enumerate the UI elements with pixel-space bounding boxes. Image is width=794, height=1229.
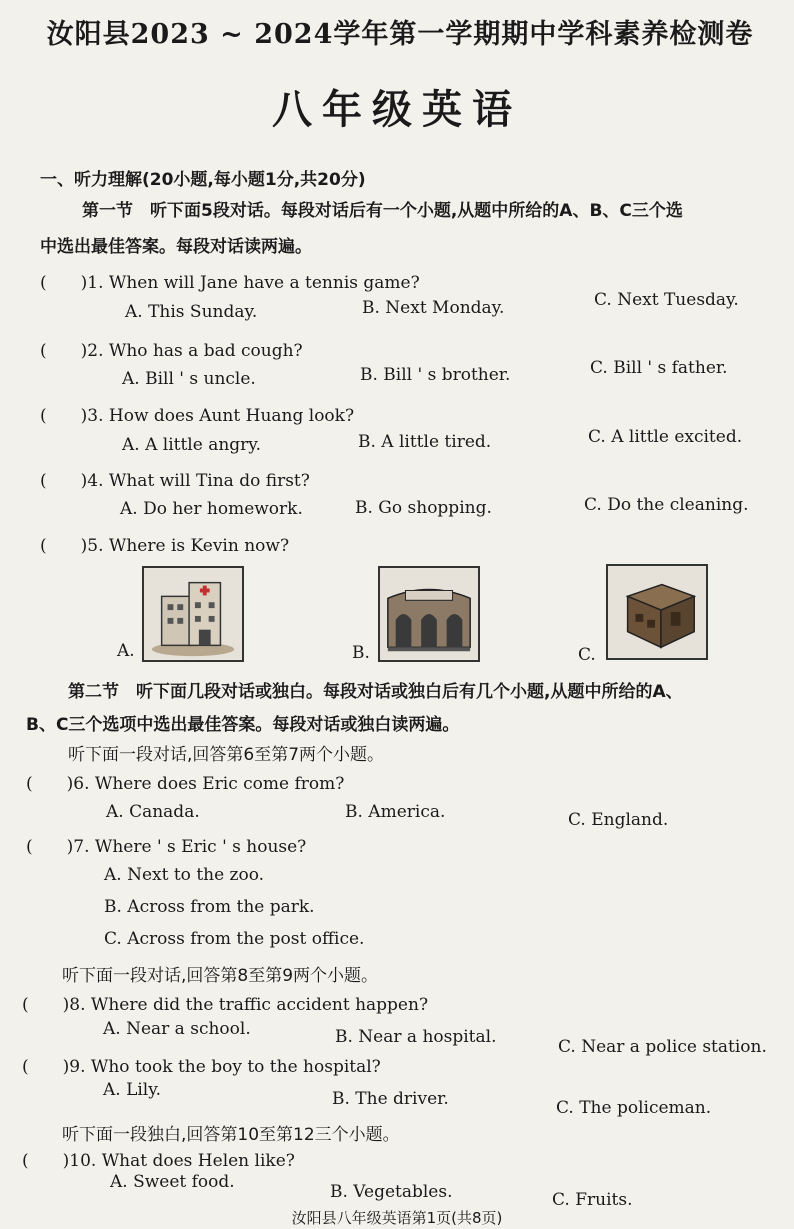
q9-option-c: C. The policeman. (556, 1098, 712, 1118)
question-5: ( )5. Where is Kevin now? (40, 536, 290, 556)
listening-note-6-7: 听下面一段对话,回答第6至第7两个小题。 (68, 745, 385, 765)
q2-option-c: C. Bill ' s father. (590, 358, 728, 378)
q3-option-a: A. A little angry. (122, 435, 262, 455)
q6-option-b: B. America. (345, 802, 446, 822)
question-10: ( )10. What does Helen like? (22, 1151, 295, 1171)
question-7: ( )7. Where ' s Eric ' s house? (26, 837, 307, 857)
q9-option-b: B. The driver. (332, 1089, 449, 1109)
question-1: ( )1. When will Jane have a tennis game? (40, 273, 420, 293)
question-4: ( )4. What will Tina do first? (40, 471, 310, 491)
section2-instruction-cont: B、C三个选项中选出最佳答案。每段对话或独白读两遍。 (26, 715, 460, 735)
q10-option-c: C. Fruits. (552, 1190, 633, 1210)
question-8: ( )8. Where did the traffic accident happen? (22, 995, 429, 1015)
q2-option-a: A. Bill ' s uncle. (122, 369, 256, 389)
part-heading: 一、听力理解(20小题,每小题1分,共20分) (40, 170, 366, 190)
q2-option-b: B. Bill ' s brother. (360, 365, 511, 385)
section2-instruction: 第二节 听下面几段对话或独白。每段对话或独白后有几个小题,从题中所给的A、 (68, 682, 683, 702)
q3-option-b: B. A little tired. (358, 432, 492, 452)
q10-option-b: B. Vegetables. (330, 1182, 453, 1202)
question-9: ( )9. Who took the boy to the hospital? (22, 1057, 381, 1077)
q8-option-b: B. Near a hospital. (335, 1027, 497, 1047)
exam-title: 汝阳县2023 ~ 2024学年第一学期期中学科素养检测卷 (46, 19, 754, 50)
section1-instruction-cont: 中选出最佳答案。每段对话读两遍。 (40, 237, 312, 257)
q5-option-c-label: C. (578, 645, 596, 665)
subject-title: 八年级英语 (272, 86, 522, 133)
page-footer: 汝阳县八年级英语第1页(共8页) (291, 1209, 503, 1227)
q1-option-c: C. Next Tuesday. (594, 290, 739, 310)
q5-option-b-label: B. (352, 643, 370, 663)
q10-option-a: A. Sweet food. (110, 1172, 235, 1192)
box-building-icon (606, 564, 708, 660)
listening-note-8-9: 听下面一段对话,回答第8至第9两个小题。 (62, 966, 379, 986)
listening-note-10-12: 听下面一段独白,回答第10至第12三个小题。 (62, 1125, 400, 1145)
q6-option-c: C. England. (568, 810, 669, 830)
q1-option-a: A. This Sunday. (125, 302, 258, 322)
q6-option-a: A. Canada. (106, 802, 200, 822)
q4-option-c: C. Do the cleaning. (584, 495, 749, 515)
q7-option-c: C. Across from the post office. (104, 929, 365, 949)
q1-option-b: B. Next Monday. (362, 298, 505, 318)
q8-option-c: C. Near a police station. (558, 1037, 767, 1057)
q4-option-b: B. Go shopping. (355, 498, 492, 518)
q4-option-a: A. Do her homework. (120, 499, 303, 519)
q8-option-a: A. Near a school. (103, 1019, 251, 1039)
section1-instruction: 第一节 听下面5段对话。每段对话后有一个小题,从题中所给的A、B、C三个选 (82, 201, 683, 221)
q7-option-a: A. Next to the zoo. (104, 865, 265, 885)
question-3: ( )3. How does Aunt Huang look? (40, 406, 355, 426)
q3-option-c: C. A little excited. (588, 427, 743, 447)
restaurant-storefront-icon (378, 566, 480, 662)
q9-option-a: A. Lily. (103, 1080, 161, 1100)
q5-option-a-label: A. (117, 641, 135, 661)
hospital-building-icon (142, 566, 244, 662)
question-6: ( )6. Where does Eric come from? (26, 774, 345, 794)
question-2: ( )2. Who has a bad cough? (40, 341, 303, 361)
q7-option-b: B. Across from the park. (104, 897, 315, 917)
